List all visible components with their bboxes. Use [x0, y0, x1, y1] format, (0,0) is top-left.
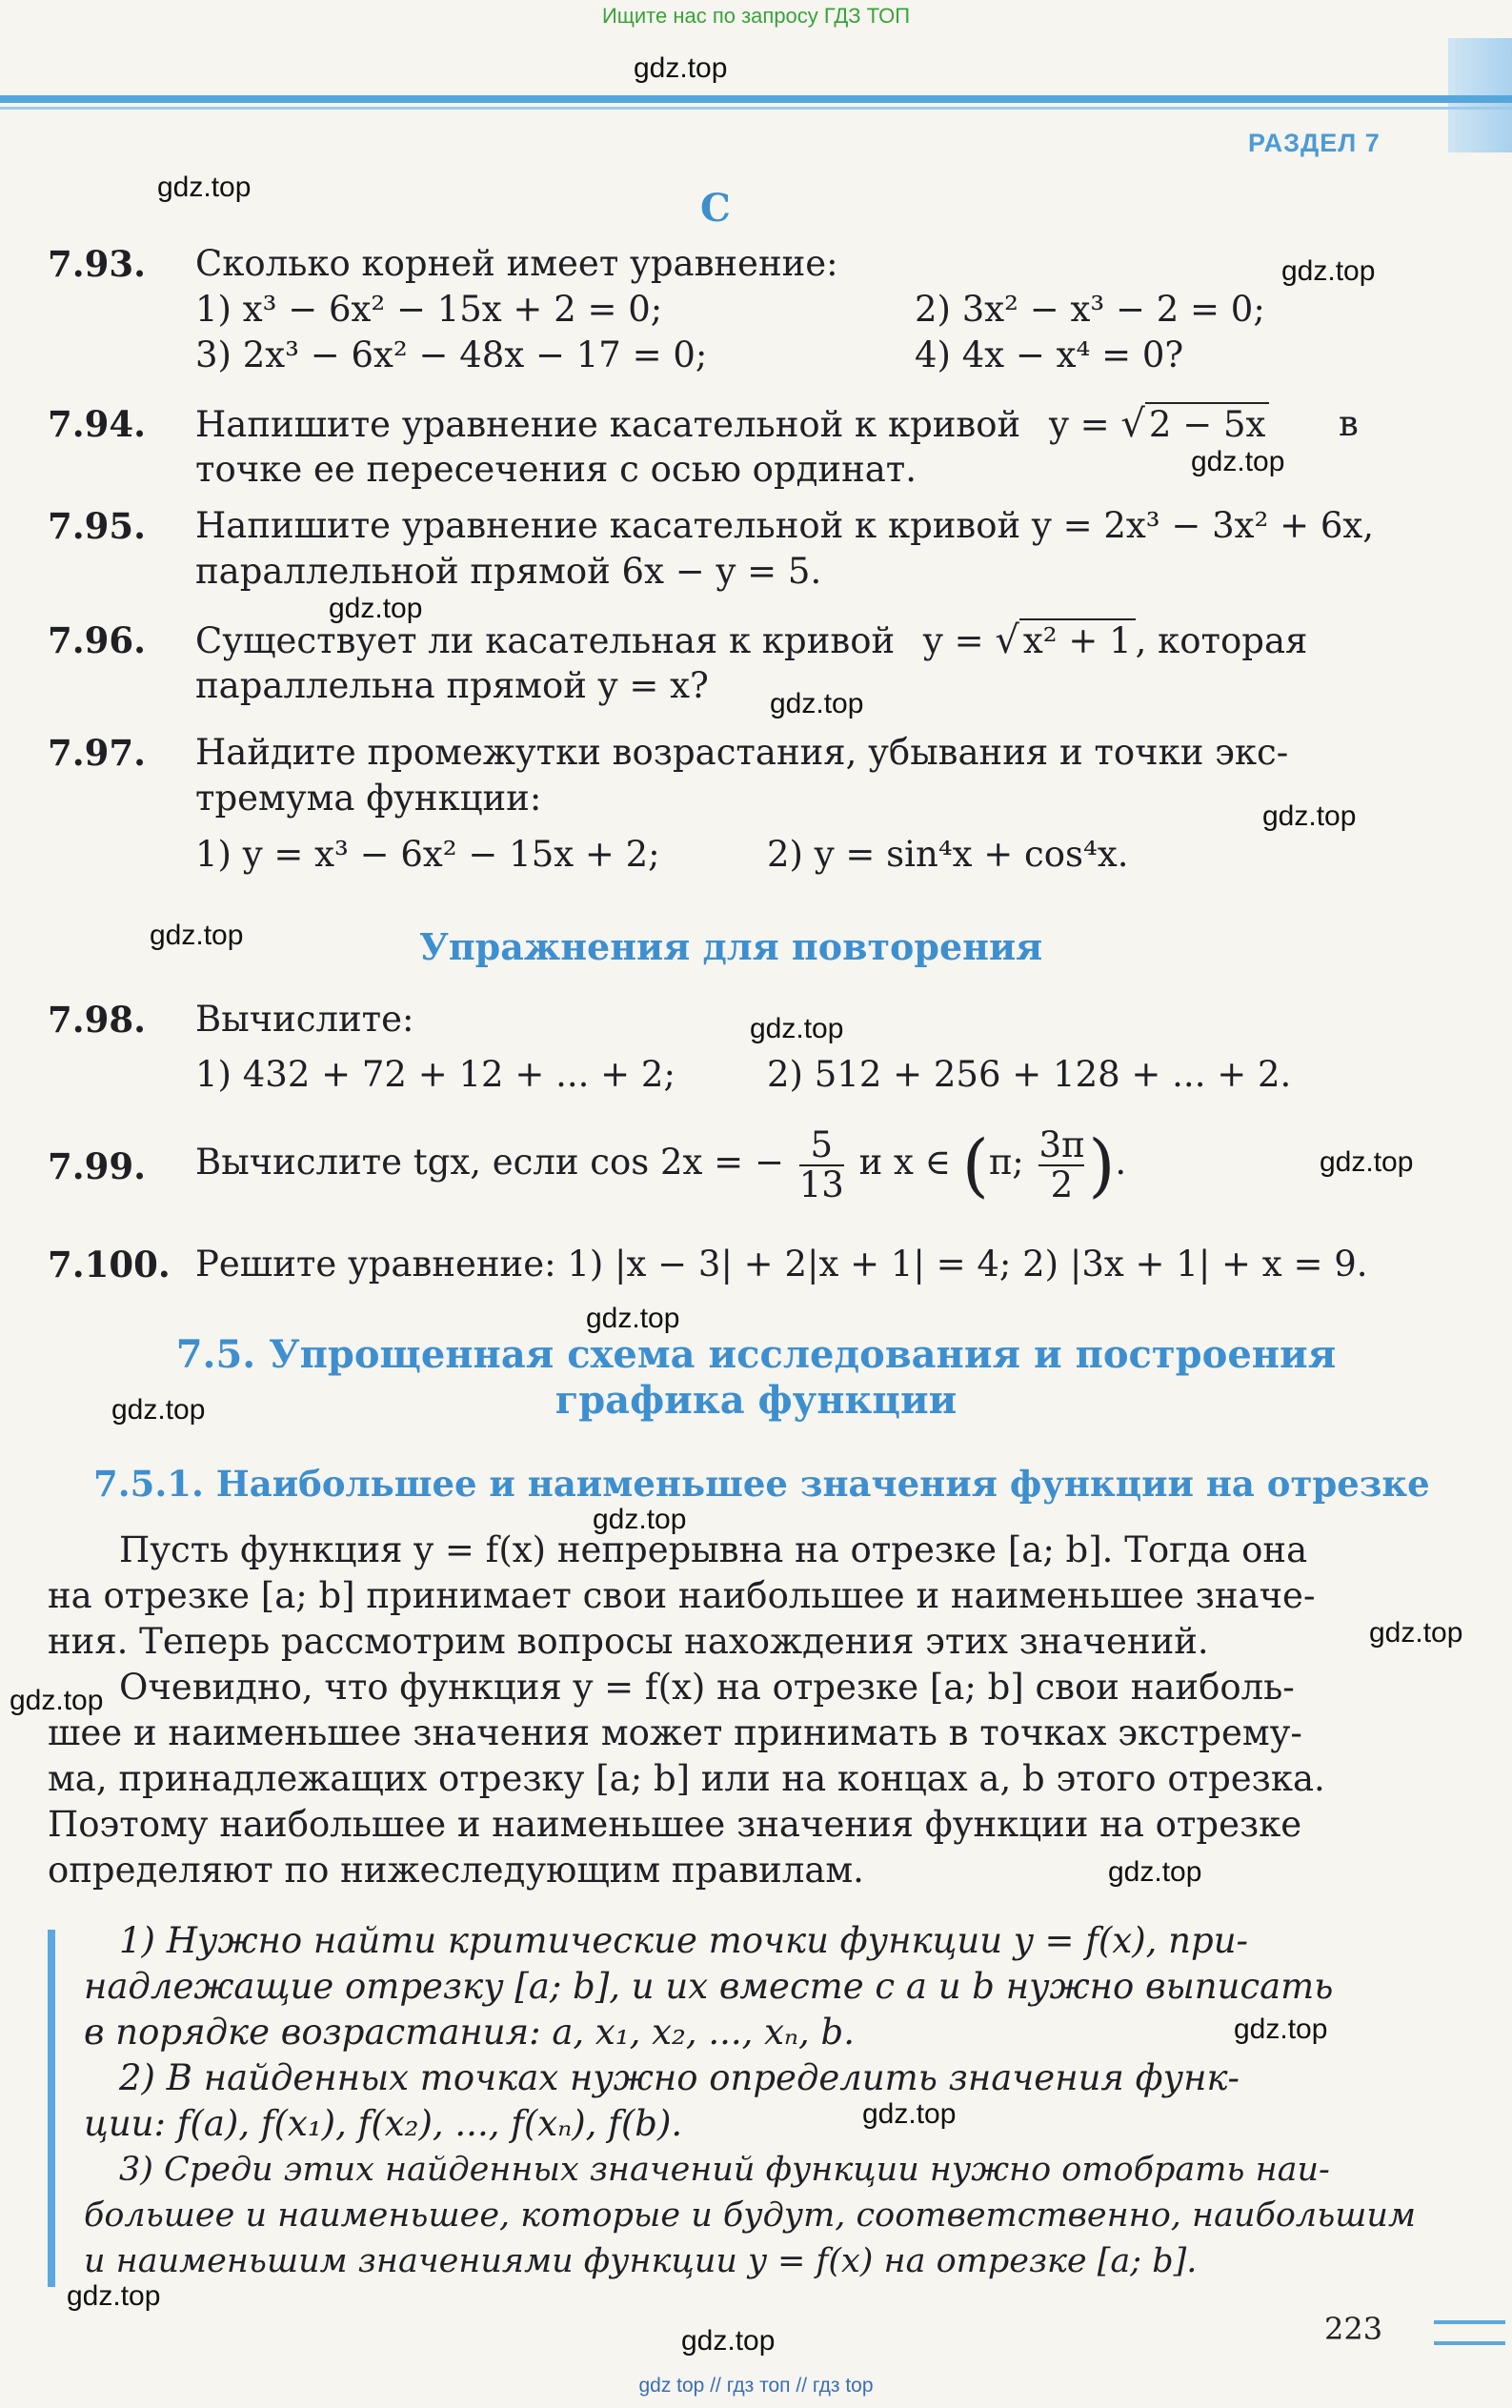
option: 1) y = x³ − 6x² − 15x + 2; [195, 834, 660, 875]
page-number: 223 [1324, 2311, 1383, 2347]
body-line: определяют по нижеследующим правилам. [48, 1850, 864, 1891]
problem-text-part: Напишите уравнение касательной к кривой [195, 404, 1021, 445]
denominator: 2 [1038, 1164, 1084, 1204]
rule-line: ции: f(a), f(x₁), f(x₂), ..., f(xₙ), f(b). [84, 2103, 683, 2144]
numerator: 3π [1038, 1123, 1085, 1165]
rule-line: надлежащие отрезку [a; b], и их вместе с a и b нужно выписать [84, 1966, 1334, 2007]
option: 2) y = sin⁴x + cos⁴x. [767, 834, 1129, 875]
rule-line: большее и наименьшее, которые и будут, соответственно, наибольшим [84, 2196, 1416, 2235]
rule-line: 3) Среди этих найденных значений функции нужно отобрать наи- [119, 2151, 1330, 2189]
problem-number: 7.96. [48, 619, 146, 661]
subsection-title: 7.5.1. Наибольшее и наименьшее значения функции на отрезке [93, 1463, 1430, 1505]
section-title: графика функции [554, 1378, 958, 1423]
body-line: на отрезке [a; b] принимает свои наибольшее и наименьшее значе- [48, 1575, 1316, 1616]
body-line: Очевидно, что функция y = f(x) на отрезке [a; b] свои наиболь- [119, 1667, 1295, 1708]
rule-line: 2) В найденных точках нужно определить значения функ- [119, 2057, 1240, 2098]
fraction [1038, 1123, 1085, 1205]
problem-text: Решите уравнение: 1) |x − 3| + 2|x + 1| = 4; 2) |3x + 1| + x = 9. [195, 1244, 1368, 1285]
problem-text: Вычислите tgx, если cos 2x = − $\frac{5}{13}$ и x ∈ (π; $\frac{3\pi}{2}$ ). [195, 1123, 1127, 1205]
body-line: Поэтому наибольшее и наименьшее значения функции на отрезке [48, 1804, 1302, 1845]
radicand: 2 − 5x [1145, 402, 1269, 445]
option: 2) 3x² − x³ − 2 = 0; [915, 289, 1265, 330]
watermark: gdz.top [681, 2325, 776, 2357]
problem-text: Вычислите: [195, 999, 414, 1040]
problem-number: 7.95. [48, 505, 146, 547]
watermark: gdz.top [770, 688, 864, 719]
problem-number: 7.93. [48, 243, 146, 285]
section-title: 7.5. Упрощенная схема исследования и построения [175, 1332, 1337, 1377]
problem-text: Существует ли касательная к кривой y = √ x² + 1 , которая [195, 618, 1308, 662]
problem-text: Напишите уравнение касательной к кривой y = √ 2 − 5x [195, 403, 1269, 446]
problem-text: Напишите уравнение касательной к кривой y = 2x³ − 3x² + 6x, [195, 505, 1375, 546]
rule-line: и наименьшим значениями функции y = f(x) на отрезке [a; b]. [84, 2242, 1198, 2280]
problem-text-tail: в [1339, 403, 1359, 444]
problem-text: параллельной прямой 6x − y = 5. [195, 551, 822, 592]
watermark: gdz.top [150, 920, 244, 951]
rules-accent-bar [48, 1930, 55, 2287]
watermark: gdz.top [10, 1685, 104, 1716]
numerator: 5 [810, 1123, 834, 1165]
watermark: gdz.top [157, 172, 252, 203]
problem-text: Найдите промежутки возрастания, убывания и точки экс- [195, 732, 1289, 773]
problem-text-end: . [1115, 1142, 1127, 1183]
problem-text: параллельна прямой y = x? [195, 665, 709, 706]
bottom-note: gdz top // гдз топ // гдз top [638, 2375, 874, 2397]
watermark: gdz.top [111, 1394, 206, 1426]
body-line: ния. Теперь рассмотрим вопросы нахождения этих значений. [48, 1621, 1209, 1662]
body-line: шее и наименьшее значения может принимать в точках экстрему- [48, 1712, 1302, 1753]
body-line: ма, принадлежащих отрезку [a; b] или на концах a, b этого отрезка. [48, 1758, 1325, 1799]
problem-number: 7.98. [48, 999, 146, 1041]
problem-text: точке ее пересечения с осью ординат. [195, 449, 917, 490]
formula: y = [922, 620, 996, 661]
difficulty-level: C [700, 186, 731, 231]
formula: y = [1048, 404, 1121, 445]
header-band [0, 95, 1512, 103]
watermark: gdz.top [862, 2098, 957, 2130]
option: 4) 4x − x⁴ = 0? [915, 334, 1184, 375]
watermark: gdz.top [67, 2280, 161, 2312]
section-label: РАЗДЕЛ 7 [1248, 129, 1381, 157]
option: 1) 432 + 72 + 12 + ... + 2; [195, 1054, 675, 1095]
watermark: gdz.top [329, 593, 423, 624]
problem-text-tail: , которая [1135, 620, 1308, 661]
header-band-thin [0, 107, 1512, 110]
option: 1) x³ − 6x² − 15x + 2 = 0; [195, 289, 663, 330]
rule-line: 1) Нужно найти критические точки функции y = f(x), при- [119, 1920, 1249, 1961]
rule-line: в порядке возрастания: a, x₁, x₂, ..., xₙ, b. [84, 2012, 855, 2053]
watermark: gdz.top [750, 1013, 844, 1044]
watermark: gdz.top [1320, 1146, 1414, 1178]
fraction [798, 1123, 844, 1205]
watermark: gdz.top [634, 52, 728, 84]
watermark: gdz.top [593, 1504, 687, 1535]
problem-number: 7.100. [48, 1244, 171, 1285]
watermark: gdz.top [1281, 255, 1376, 287]
watermark: gdz.top [1234, 2013, 1328, 2045]
problem-text: тремума функции: [195, 778, 542, 819]
problem-number: 7.97. [48, 732, 146, 774]
watermark: gdz.top [1262, 800, 1357, 832]
body-line: Пусть функция y = f(x) непрерывна на отрезке [a; b]. Тогда она [119, 1529, 1308, 1570]
watermark: gdz.top [1191, 446, 1285, 477]
problem-text-part: Вычислите tgx, если cos 2x = − [195, 1142, 784, 1183]
problem-text-part: и x ∈ [858, 1142, 952, 1183]
problem-number: 7.94. [48, 403, 146, 445]
option: 3) 2x³ − 6x² − 48x − 17 = 0; [195, 334, 708, 375]
interval-start: π; [988, 1142, 1024, 1183]
problem-number: 7.99. [48, 1145, 146, 1187]
watermark: gdz.top [1108, 1856, 1202, 1888]
problem-text: Сколько корней имеет уравнение: [195, 243, 838, 284]
radicand: x² + 1 [1019, 618, 1136, 661]
footer-decoration [1434, 2320, 1505, 2345]
option: 2) 512 + 256 + 128 + ... + 2. [767, 1054, 1292, 1095]
subsection-heading: Упражнения для повторения [419, 925, 1043, 968]
top-note: Ищите нас по запросу ГДЗ ТОП [601, 4, 911, 28]
watermark: gdz.top [1369, 1617, 1463, 1649]
denominator: 13 [798, 1164, 844, 1205]
problem-text-part: Существует ли касательная к кривой [195, 620, 896, 661]
watermark: gdz.top [586, 1303, 680, 1334]
